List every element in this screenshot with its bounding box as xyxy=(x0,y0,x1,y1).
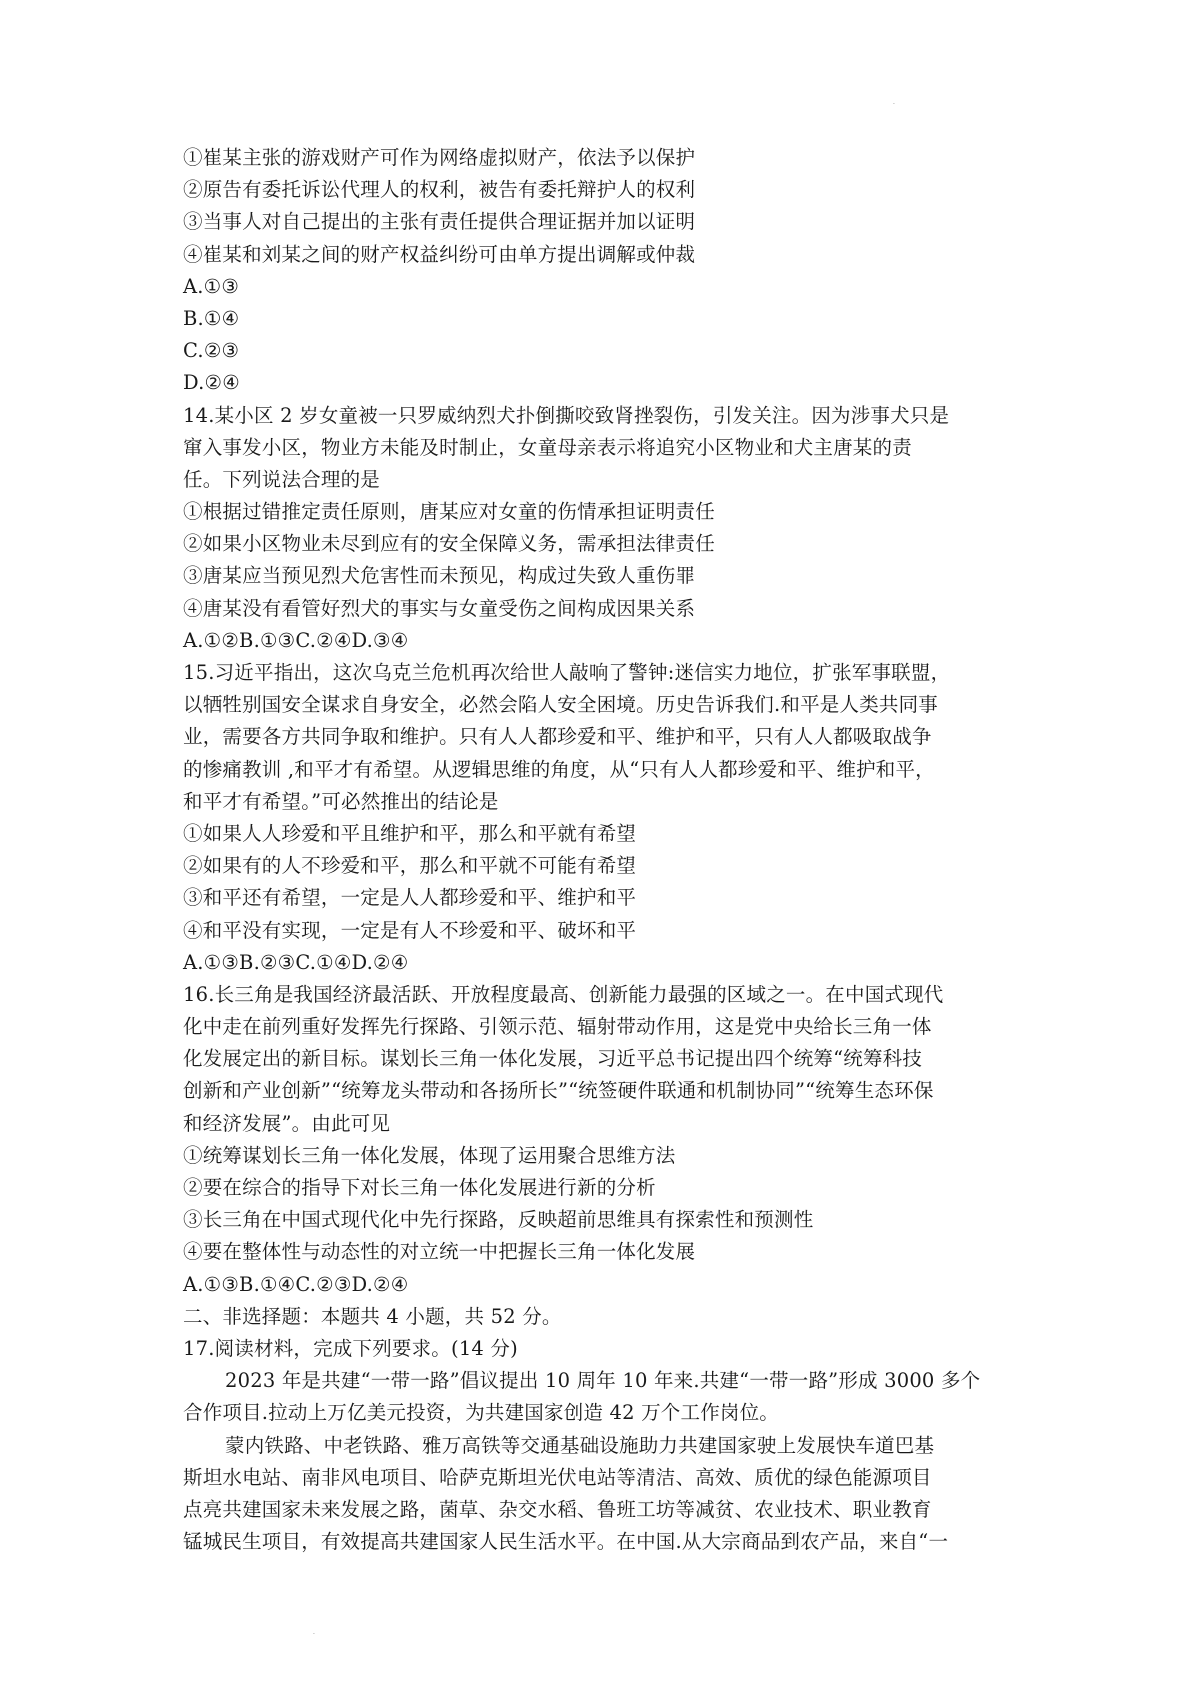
material-paragraph-2: 蒙内铁路、中老铁路、雅万高铁等交通基础设施助力共建国家驶上发展快车道巴基 xyxy=(225,1433,935,1457)
option-1: ①崔某主张的游戏财产可作为网络虚拟财产，依法予以保护 xyxy=(183,146,696,169)
question-14-option: ④唐某没有看管好烈犬的事实与女童受伤之间构成因果关系 xyxy=(183,596,696,620)
material-paragraph-1: 合作项目.拉动上万亿美元投资，为共建国家创造 42 万个工作岗位。 xyxy=(183,1401,780,1425)
answer-a: A.①③ xyxy=(183,274,240,298)
question-15-text: 以牺牲别国安全谋求自身安全，必然会陷人安全困境。历史告诉我们.和平是人类共同事 xyxy=(183,693,938,717)
option-4: ④崔某和刘某之间的财产权益纠纷可由单方提出调解或仲裁 xyxy=(183,242,696,266)
scan-mark-top: · xyxy=(893,101,895,108)
question-14-text: 任。下列说法合理的是 xyxy=(183,467,381,491)
question-16-text: 创新和产业创新”“统筹龙头带动和各扬所长”“统签硬件联通和机制协同”“统筹生态环保 xyxy=(183,1079,934,1103)
material-paragraph-2: 斯坦水电站、南非风电项目、哈萨克斯坦光伏电站等清洁、高效、质优的绿色能源项目 xyxy=(183,1465,932,1489)
question-16-text: 和经济发展”。由此可见 xyxy=(183,1111,391,1135)
question-15-text: 业，需要各方共同争取和维护。只有人人都珍爱和平、维护和平，只有人人都吸取战争 xyxy=(183,725,932,749)
material-paragraph-1: 2023 年是共建“一带一路”倡议提出 10 周年 10 年来.共建“一带一路”形成 3000 多个 xyxy=(225,1369,981,1393)
answer-d: D.②④ xyxy=(183,371,240,395)
question-16-option: ④要在整体性与动态性的对立统一中把握长三角一体化发展 xyxy=(183,1240,696,1264)
section-heading: 二、非选择题：本题共 4 小题，共 52 分。 xyxy=(183,1304,562,1328)
question-14-option: ②如果小区物业未尽到应有的安全保障义务，需承担法律责任 xyxy=(183,532,715,556)
question-15-option: ①如果人人珍爱和平且维护和平，那么和平就有希望 xyxy=(183,821,637,845)
question-14-text: 14.某小区 2 岁女童被一只罗威纳烈犬扑倒撕咬致肾挫裂伤，引发关注。因为涉事犬只是 xyxy=(183,403,950,427)
document-body xyxy=(183,142,1043,1558)
question-15-text: 的惨痛教训 ,和平才有希望。从逻辑思维的角度，从“只有人人都珍爱和平、维护和平， xyxy=(183,757,935,781)
material-paragraph-2: 锰城民生项目，有效提高共建国家人民生活水平。在中国.从大宗商品到农产品，来自“一 xyxy=(183,1530,949,1554)
material-paragraph-2: 点亮共建国家未来发展之路，菌草、杂交水稻、鲁班工坊等减贫、农业技术、职业教育 xyxy=(183,1497,932,1521)
question-14-text: 窜入事发小区，物业方未能及时制止，女童母亲表示将追究小区物业和犬主唐某的责 xyxy=(183,435,912,459)
option-2: ②原告有委托诉讼代理人的权利，被告有委托辩护人的权利 xyxy=(183,178,696,202)
question-14-option: ③唐某应当预见烈犬危害性而未预见，构成过失致人重伤罪 xyxy=(183,564,696,588)
answer-b: B.①④ xyxy=(183,306,240,330)
question-15-text: 15.习近平指出，这次乌克兰危机再次给世人敲响了警钟:迷信实力地位，扩张军事联盟， xyxy=(183,661,951,684)
question-15-answers: A.①③B.②③C.①④D.②④ xyxy=(183,950,409,974)
question-14-answers: A.①②B.①③C.②④D.③④ xyxy=(183,628,409,652)
question-15-option: ④和平没有实现，一定是有人不珍爱和平、破坏和平 xyxy=(183,918,637,942)
answer-c: C.②③ xyxy=(183,339,240,363)
question-16-option: ①统筹谋划长三角一体化发展，体现了运用聚合思维方法 xyxy=(183,1143,676,1167)
question-16-answers: A.①③B.①④C.②③D.②④ xyxy=(183,1272,409,1296)
scan-mark-bottom: · xyxy=(313,1631,315,1638)
question-15-option: ③和平还有希望，一定是人人都珍爱和平、维护和平 xyxy=(183,886,637,910)
question-16-option: ③长三角在中国式现代化中先行探路，反映超前思维具有探索性和预测性 xyxy=(183,1208,814,1232)
question-15-text: 和平才有希望。”可必然推出的结论是 xyxy=(183,789,499,813)
question-16-text: 16.长三角是我国经济最活跃、开放程度最高、创新能力最强的区域之一。在中国式现代 xyxy=(183,982,944,1006)
question-16-option: ②要在综合的指导下对长三角一体化发展进行新的分析 xyxy=(183,1176,656,1199)
question-15-option: ②如果有的人不珍爱和平，那么和平就不可能有希望 xyxy=(183,854,637,878)
question-14-option: ①根据过错推定责任原则，唐某应对女童的伤情承担证明责任 xyxy=(183,500,715,524)
question-16-text: 化发展定出的新目标。谋划长三角一体化发展，习近平总书记提出四个统筹“统筹科技 xyxy=(183,1047,923,1071)
question-16-text: 化中走在前列重好发挥先行探路、引领示范、辐射带动作用，这是党中央给长三角一体 xyxy=(183,1015,932,1039)
option-3: ③当事人对自己提出的主张有责任提供合理证据并加以证明 xyxy=(183,210,696,234)
question-17-title: 17.阅读材料，完成下列要求。(14 分) xyxy=(183,1336,518,1360)
